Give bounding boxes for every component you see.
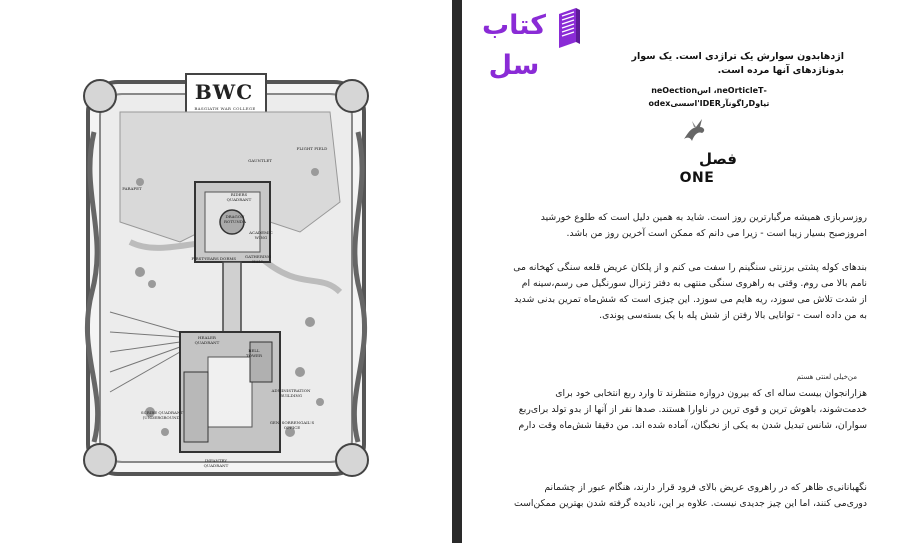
map-label-dorms: DORMS (219, 256, 237, 261)
map-illustration (80, 72, 372, 484)
map-label-gathering-hall: GATHERING HALL (244, 254, 272, 264)
marginal-note: من‌خیلی لعنتی هستم (796, 373, 857, 381)
attribution-line: تیاوDراگونآرIDER'اسسیodex (648, 99, 770, 108)
epigraph (600, 50, 844, 78)
epigraph-line: اژدهابدون سوارش یک تراژدی است. یک سوار (631, 51, 844, 62)
attribution-line: -neOrticleT، اسneOection (651, 86, 767, 95)
epigraph-attribution (620, 84, 798, 110)
paragraph: هزارانجوان بیست ساله ای که بیرون دروازه منتظرند تا وارد ربع انتخابی خود برای خدمت‌شوند، باهوش ترین و قوی ترین در ناوارا هستند. صدها نفر از آنها از بدو تولد برای‌ربع سواران، شانس تبدیل شدن به یکی از نخبگان، آماده شده اند. من دقیقا شش‌ماه وقت دارم (518, 388, 867, 431)
map-label-flight-field: FLIGHT FIELD (296, 146, 328, 151)
map-label-bell-tower: BELL TOWER (246, 348, 262, 358)
map-label-scribe-quadrant: SCRIBE QUADRANT (UNDERGROUND) (140, 410, 184, 420)
map-label-gauntlet: GAUNTLET (248, 158, 272, 163)
chapter-number: ONE (679, 170, 715, 186)
map-logo-text: BWC (194, 80, 254, 104)
map-subtitle: BASGIATH WAR COLLEGE (194, 106, 256, 111)
left-page-map (0, 0, 452, 543)
map-label-academic-wing: ACADEMIC WING (249, 230, 273, 240)
paragraph: روزسربازی همیشه مرگبارترین روز است. شاید به همین دلیل است که طلوع خورشید امروزصبح بسیار زیبا است - زیرا می دانم که ممکن است آخرین روز من باشد. (540, 212, 867, 239)
map-label-healer-quadrant: HEALER QUADRANT (194, 335, 220, 345)
paragraph: نگهبانانی‌ی ظاهر که در راهروی عریض بالای فرود قرار دارند، هنگام عبور از چشمانم دوری‌می کنند، اما این چیز جدیدی نیست. علاوه بر این، نادیده گرفته شدن بهترین ممکن‌است (513, 482, 867, 509)
chapter-label-persian: فصل (699, 150, 737, 168)
epigraph-line: بدوناژدهای آنها مرده است. (717, 65, 844, 76)
map-label-first-years: FIRST-YEARS (191, 256, 219, 261)
site-logo-text: کتاب سل (482, 10, 546, 81)
map-label-dragon-rotunda: DRAGON ROTUNDA (224, 214, 246, 224)
map-label-parapet: PARAPET (122, 186, 142, 191)
paragraph: بندهای کوله پشتی برزنتی سنگینم را سفت می کنم و از پلکان عریض قلعه سنگی کهخانه می نامم بالا می روم. وقتی به راهروی سنگی منتهی به دفتر ژنرال سورنگیل می رسم،سینه ام از شدت تلاش می سوزد، ریه هایم می سوزد. این چیزی است که شش‌ماه تمرین بدنی شدید به من داده است - توانایی بالا رفتن از شش پله با یک بسته‌سی پوندی. (513, 262, 867, 321)
map-label-administration-building: ADMINISTRATION BUILDING (271, 388, 311, 398)
page-gutter (452, 0, 462, 543)
map-label-gen-sorrengail-office: GEN. SORRENGAIL'S OFFICE (269, 420, 315, 430)
book-icon (556, 6, 582, 50)
dragon-icon (678, 115, 708, 145)
map-label-infantry-quadrant: INFANTRY QUADRANT (203, 458, 229, 468)
map-label-riders-quadrant: RIDERS QUADRANT (226, 192, 252, 202)
